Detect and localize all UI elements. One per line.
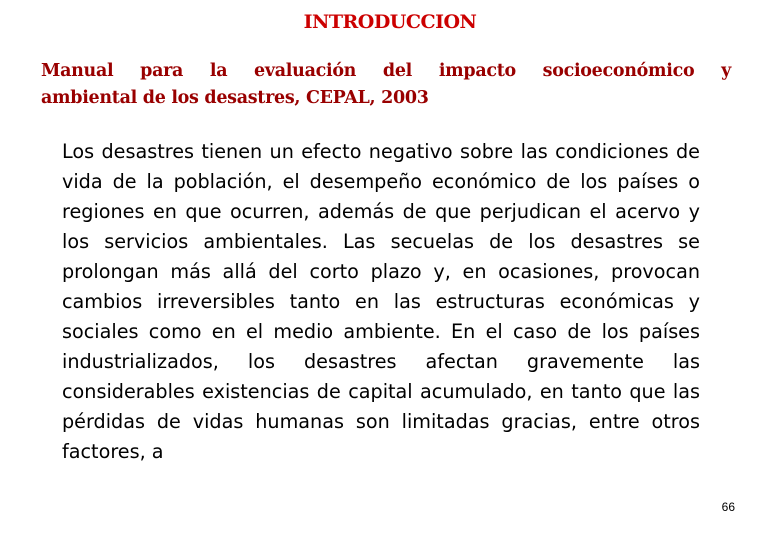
subtitle-line-2: ambiental de los desastres, CEPAL, 2003 [41,88,429,108]
body-paragraph: Los desastres tienen un efecto negativo sobre las condiciones de vida de la población, el desempeño económico de los países o regiones en que ocurren, además de que perjudican el acervo y los servicios ambientales. Las secuelas de los desastres se prolongan más allá del corto plazo y, en ocasiones, provocan cambios irreversibles tanto en las estructuras económicas y sociales como en el medio ambiente. En el caso de los países industrializados, los desastres afectan gravemente las considerables existencias de capital acumulado, en tanto que las pérdidas de vidas humanas son limitadas gracias, entre otros factores, a [62,140,700,463]
subtitle-line-1: Manual para la evaluación del impacto socioeconómico y [41,61,731,81]
slide-title: INTRODUCCION [303,11,477,33]
slide-subtitle [41,58,731,112]
page-number: 66 [721,500,735,514]
